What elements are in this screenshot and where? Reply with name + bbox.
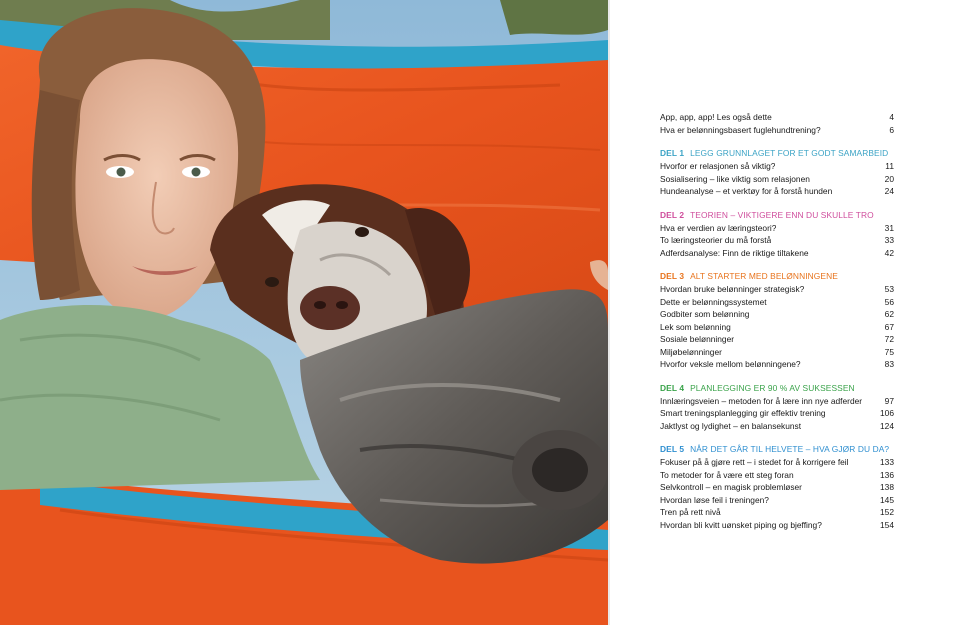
toc-entry-page: 6 [889, 124, 894, 135]
toc-entry [660, 456, 894, 469]
section-heading-text: LEGG GRUNNLAGET FOR ET GODT SAMARBEID [690, 148, 889, 158]
toc-entry [660, 308, 894, 321]
section-label: DEL 3 [660, 271, 685, 281]
toc-entry-page: 97 [884, 395, 894, 406]
toc-entry-title: Adferdsanalyse: Finn de riktige tiltakene [660, 247, 809, 258]
toc-entry-page: 154 [880, 519, 894, 530]
toc-entry-title: Hva er verdien av læringsteori? [660, 222, 777, 233]
toc-entry-page: 31 [884, 222, 894, 233]
toc-entry [660, 222, 894, 235]
toc-entry-page: 152 [880, 507, 894, 517]
toc-entry-title: Miljøbelønninger [660, 346, 722, 357]
toc-entry-title: Hvordan løse feil i treningen? [660, 494, 769, 505]
toc-sections [660, 146, 894, 531]
toc-entry-page: 11 [885, 161, 894, 171]
toc-entry-title: Sosialisering – like viktig som relasjonen [660, 173, 810, 184]
toc-entry-title: Hundeanalyse – et verktøy for å forstå hunden [660, 186, 833, 196]
toc-section-3 [660, 269, 894, 371]
toc-entry [660, 124, 894, 137]
toc-entry [660, 283, 894, 296]
toc-entry [660, 506, 894, 519]
toc-entry-title: To metoder for å være ett steg foran [660, 469, 794, 480]
toc-section-5 [660, 442, 894, 531]
section-heading-text: TEORIEN – VIKTIGERE ENN DU SKULLE TRO [690, 209, 874, 220]
toc-entry-page: 67 [884, 321, 894, 332]
toc-entry-title: Jaktlyst og lydighet – en balansekunst [660, 420, 802, 431]
toc-entry-title: Fokuser på å gjøre rett – i stedet for å korrigere feil [660, 457, 849, 467]
toc-entry-title: Sosiale belønninger [660, 334, 735, 344]
section-label: DEL 4 [660, 382, 685, 393]
toc-entry [660, 160, 894, 173]
toc-entry-page: 136 [880, 469, 894, 480]
toc-entry [660, 395, 894, 408]
toc-entry-page: 133 [880, 457, 894, 467]
toc-section-heading [660, 442, 894, 456]
toc-entry-title: Hvorfor veksle mellom belønningene? [660, 359, 801, 369]
toc-entry-page: 33 [884, 235, 894, 245]
toc-entry-page: 138 [880, 482, 894, 492]
toc-entry [660, 346, 894, 359]
toc-entry-page: 75 [884, 346, 894, 357]
toc-section-1 [660, 146, 894, 198]
toc-entry-title: Hvordan bli kvitt uønsket piping og bjeffing? [660, 519, 822, 530]
toc-entry [660, 481, 894, 494]
toc-entry-title: Lek som belønning [660, 321, 731, 332]
toc-entry [660, 519, 894, 532]
toc-entry-page: 56 [884, 296, 894, 307]
toc-entry [660, 407, 894, 420]
toc-section-heading [660, 269, 894, 283]
page-gutter [608, 0, 610, 625]
toc-section-heading [660, 381, 894, 395]
toc-entry [660, 469, 894, 482]
section-heading-text: NÅR DET GÅR TIL HELVETE – HVA GJØR DU DA? [690, 444, 890, 454]
toc-entry-page: 20 [884, 173, 894, 184]
toc-entry-page: 124 [880, 420, 894, 431]
toc-entry [660, 247, 894, 260]
toc-entry [660, 111, 894, 124]
toc-section-heading [660, 208, 894, 222]
toc-entry-page: 42 [884, 247, 894, 258]
toc-entry-title: Godbiter som belønning [660, 309, 750, 319]
toc-entry [660, 234, 894, 247]
toc-intro-list [660, 111, 894, 136]
toc-entry [660, 358, 894, 371]
toc-entry-title: To læringsteorier du må forstå [660, 235, 772, 245]
toc-entry-title: Dette er belønningssystemet [660, 296, 767, 307]
toc-entry-title: Smart treningsplanlegging gir effektiv trening [660, 408, 826, 418]
toc-section-4 [660, 381, 894, 433]
section-label: DEL 5 [660, 444, 685, 454]
section-label: DEL 2 [660, 209, 685, 220]
toc-entry [660, 321, 894, 334]
section-heading-text: ALT STARTER MED BELØNNINGENE [690, 271, 838, 281]
toc-entry-page: 4 [889, 112, 894, 122]
toc-section-heading [660, 146, 894, 160]
toc-section-2 [660, 208, 894, 260]
toc-entry [660, 296, 894, 309]
toc-entry-title: Hvorfor er relasjonen så viktig? [660, 161, 776, 171]
toc-entry-title: Tren på rett nivå [660, 507, 721, 517]
toc-entry-page: 145 [880, 494, 894, 505]
toc-entry [660, 173, 894, 186]
toc-entry-page: 106 [880, 408, 894, 418]
toc-entry-page: 72 [884, 334, 894, 344]
toc-entry-page: 62 [884, 309, 894, 319]
toc-entry-title: Selvkontroll – en magisk problemløser [660, 482, 802, 492]
toc-entry-page: 83 [884, 359, 894, 369]
toc-entry [660, 333, 894, 346]
section-heading-text: PLANLEGGING ER 90 % AV SUKSESSEN [690, 382, 855, 393]
toc-entry [660, 494, 894, 507]
toc-entry-title: Hva er belønningsbasert fuglehundtrening? [660, 124, 821, 135]
toc-entry-page: 24 [884, 186, 894, 196]
toc-entry [660, 185, 894, 198]
toc-entry [660, 420, 894, 433]
toc-entry-page: 53 [884, 284, 894, 294]
toc-entry-title: Hvordan bruke belønninger strategisk? [660, 284, 805, 294]
section-label: DEL 1 [660, 148, 685, 158]
table-of-contents [660, 111, 894, 531]
toc-entry-title: Innlæringsveien – metoden for å lære inn nye adferder [660, 395, 863, 406]
toc-entry-title: App, app, app! Les også dette [660, 112, 772, 122]
